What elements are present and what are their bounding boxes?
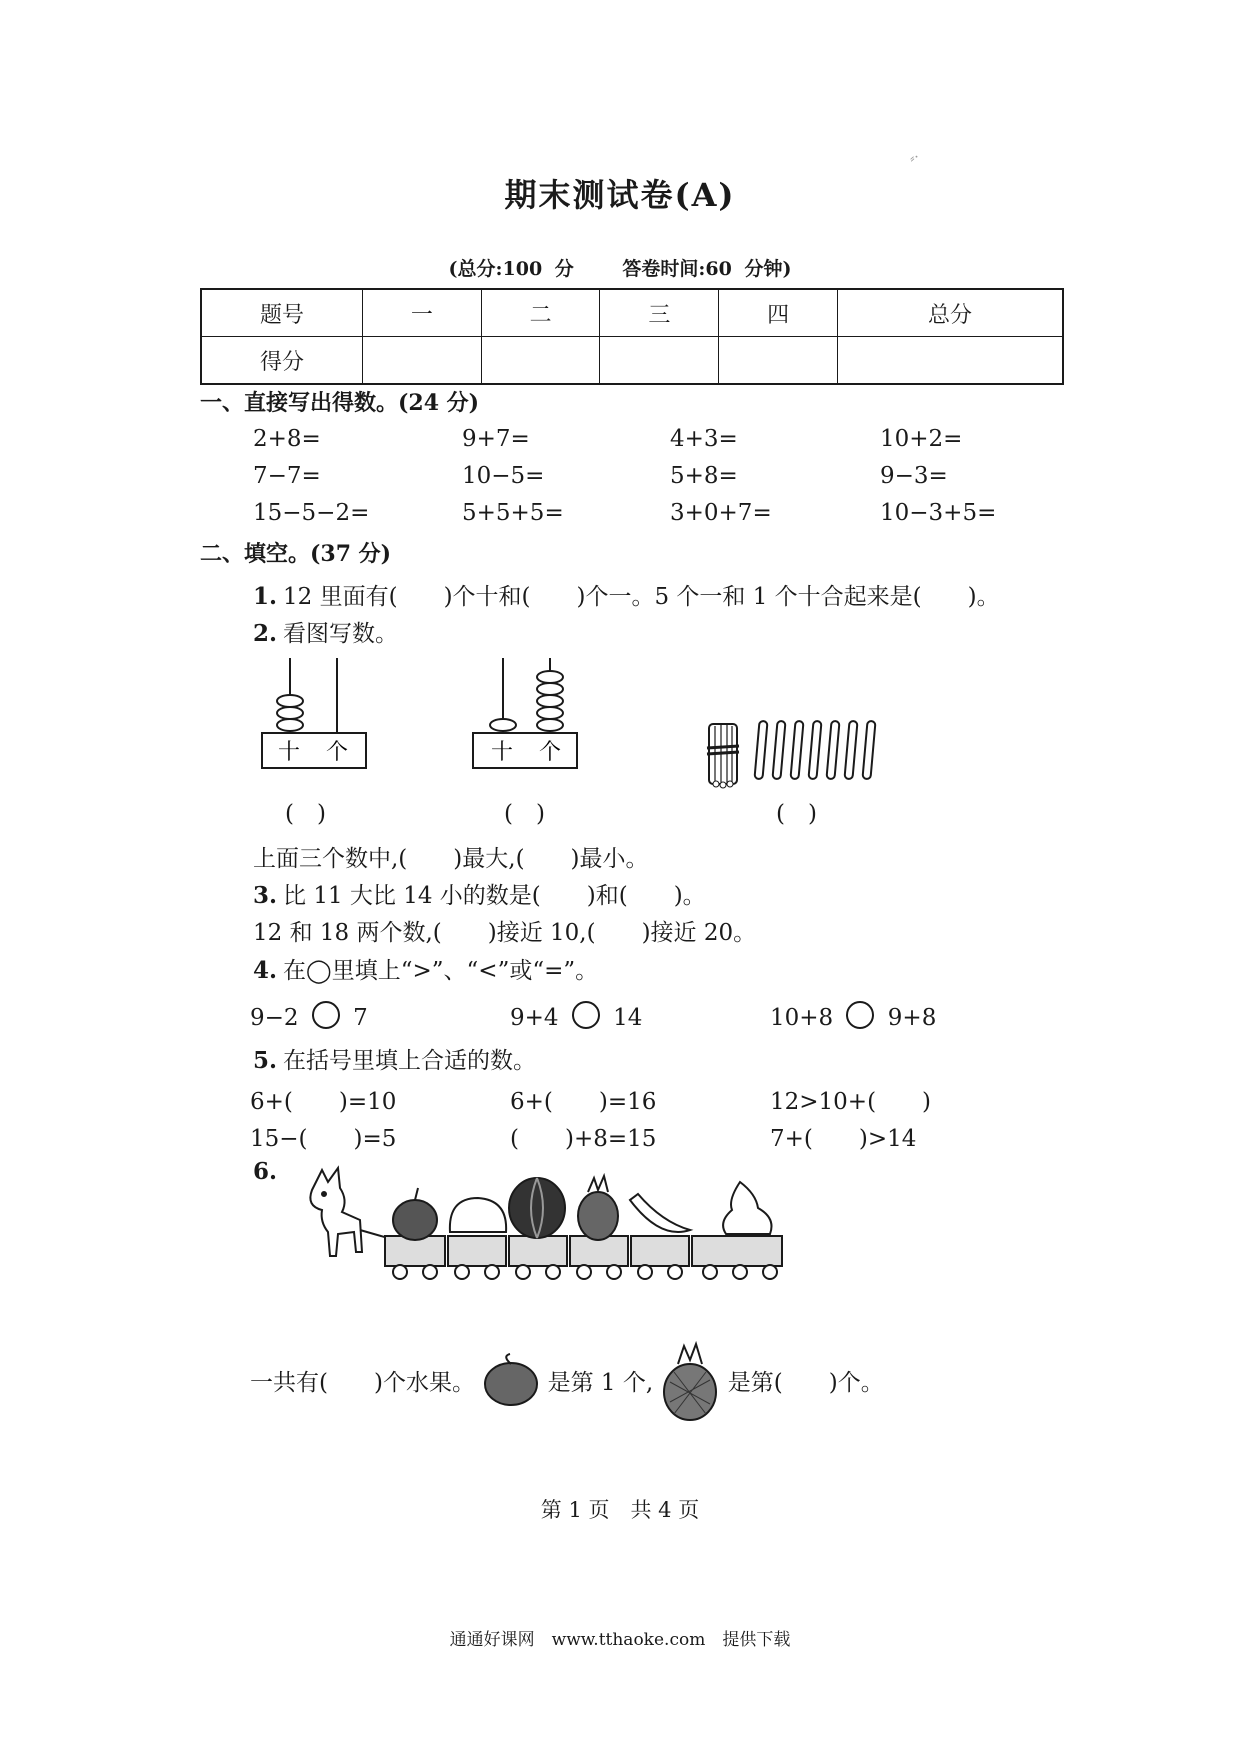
question-5 <box>253 1042 536 1075</box>
compare-item <box>770 1001 936 1031</box>
question-text: 看图写数。 <box>283 621 399 647</box>
answer-blank[interactable]: ( ) <box>285 801 326 827</box>
donkey-icon <box>310 1168 362 1256</box>
question-number: 5. <box>253 1047 278 1074</box>
fill-equation[interactable]: 6+( )=10 <box>250 1089 397 1115</box>
equation: 9+7= <box>462 426 530 452</box>
header-cell: 题号 <box>201 289 363 337</box>
score-table <box>200 288 1064 385</box>
header-cell: 二 <box>481 289 600 337</box>
apple-icon <box>482 1354 540 1406</box>
compare-right: 7 <box>353 1005 368 1031</box>
compare-left: 10+8 <box>770 1005 834 1031</box>
equation: 10−3+5= <box>880 500 997 526</box>
apple-icon <box>393 1188 437 1240</box>
download-credit: 通通好课网 www.tthaoke.com 提供下载 <box>449 1630 791 1650</box>
section2-heading: 二、填空。(37 分) <box>200 541 392 567</box>
compare-item <box>510 1001 642 1031</box>
equation: 10+2= <box>880 426 963 452</box>
equation: 3+0+7= <box>670 500 772 526</box>
equation: 4+3= <box>670 426 738 452</box>
compare-circle-icon[interactable] <box>572 1001 600 1029</box>
equation: 2+8= <box>253 426 321 452</box>
fill-equation[interactable]: 7+( )>14 <box>770 1126 917 1152</box>
abacus-2-illustration <box>470 658 590 783</box>
stick-bundle-icon <box>707 724 739 788</box>
question-number: 6. <box>253 1158 278 1185</box>
header-cell: 总分 <box>837 289 1063 337</box>
header-cell: 一 <box>363 289 482 337</box>
question-1 <box>253 578 1000 611</box>
question-6-sentence <box>250 1342 884 1420</box>
question-text: 比 11 大比 14 小的数是( )和( )。 <box>283 883 706 909</box>
question-3 <box>253 877 706 910</box>
pineapple-icon <box>660 1342 720 1420</box>
equation: 5+5+5= <box>462 500 564 526</box>
time-info: 答卷时间:60 分钟) <box>622 258 792 280</box>
section1-heading: 一、直接写出得数。(24 分) <box>200 390 480 416</box>
compare-item <box>250 1001 368 1031</box>
fill-equation[interactable]: 12>10+( ) <box>770 1089 932 1115</box>
header-cell: 三 <box>600 289 719 337</box>
banana-icon <box>630 1194 690 1232</box>
answer-blank[interactable]: ( ) <box>504 801 545 827</box>
peach-icon <box>450 1198 506 1232</box>
question-2 <box>253 615 398 648</box>
pear-icon <box>723 1182 771 1234</box>
sentence-part: 是第 1 个, <box>547 1370 654 1396</box>
page-title: 期末测试卷(A) <box>504 176 736 214</box>
question-3-follow: 12 和 18 两个数,( )接近 10,( )接近 20。 <box>253 920 757 946</box>
pineapple-icon <box>578 1176 618 1240</box>
question-number: 2. <box>253 620 278 647</box>
equation: 5+8= <box>670 463 738 489</box>
score-cell[interactable] <box>481 337 600 385</box>
compare-left: 9−2 <box>250 1005 299 1031</box>
score-cell[interactable] <box>719 337 838 385</box>
abacus-one-label: 个 <box>325 740 349 765</box>
watermelon-icon <box>509 1178 565 1238</box>
compare-left: 9+4 <box>510 1005 559 1031</box>
fill-equation[interactable]: 15−( )=5 <box>250 1126 397 1152</box>
total-score-info: (总分:100 分 <box>448 258 574 280</box>
equation: 10−5= <box>462 463 545 489</box>
counting-sticks-illustration <box>705 718 895 793</box>
abacus-one-label: 个 <box>538 740 562 765</box>
abacus-ten-label: 十 <box>490 740 514 765</box>
score-cell[interactable] <box>363 337 482 385</box>
train-cars-icon <box>385 1236 782 1266</box>
equation: 7−7= <box>253 463 321 489</box>
score-cell[interactable] <box>600 337 719 385</box>
equation: 15−5−2= <box>253 500 370 526</box>
score-table-score-row <box>201 337 1063 385</box>
compare-circle-icon[interactable] <box>846 1001 874 1029</box>
exam-info <box>0 254 1240 281</box>
question-text: 在括号里填上合适的数。 <box>283 1048 537 1074</box>
score-cell[interactable] <box>837 337 1063 385</box>
single-sticks-icon <box>754 721 875 779</box>
fill-equation[interactable]: 6+( )=16 <box>510 1089 657 1115</box>
fill-equation[interactable]: ( )+8=15 <box>510 1126 657 1152</box>
question-text: 在◯里填上“>”、“<”或“=”。 <box>283 958 599 984</box>
compare-right: 14 <box>613 1005 643 1031</box>
sentence-part: 一共有( )个水果。 <box>250 1370 475 1396</box>
question-6 <box>253 1158 283 1185</box>
score-table-header-row <box>201 289 1063 337</box>
abacus-ten-label: 十 <box>277 740 301 765</box>
question-4 <box>253 952 598 985</box>
sentence-part: 是第( )个。 <box>727 1370 884 1396</box>
question-2-follow: 上面三个数中,( )最大,( )最小。 <box>253 846 649 872</box>
question-number: 3. <box>253 882 278 909</box>
compare-right: 9+8 <box>887 1005 937 1031</box>
equation: 9−3= <box>880 463 948 489</box>
question-text: 12 里面有( )个十和( )个一。5 个一和 1 个十合起来是( )。 <box>283 584 1000 610</box>
train-wheels-icon <box>393 1265 777 1279</box>
fruit-train-illustration <box>300 1160 800 1295</box>
stray-mark: ⸗· <box>907 149 921 167</box>
abacus-1-illustration <box>255 658 375 783</box>
score-row-label: 得分 <box>201 337 363 385</box>
header-cell: 四 <box>719 289 838 337</box>
page-number: 第 1 页 共 4 页 <box>540 1498 700 1522</box>
question-number: 4. <box>253 957 278 984</box>
compare-circle-icon[interactable] <box>312 1001 340 1029</box>
question-number: 1. <box>253 583 278 610</box>
answer-blank[interactable]: ( ) <box>776 801 817 827</box>
